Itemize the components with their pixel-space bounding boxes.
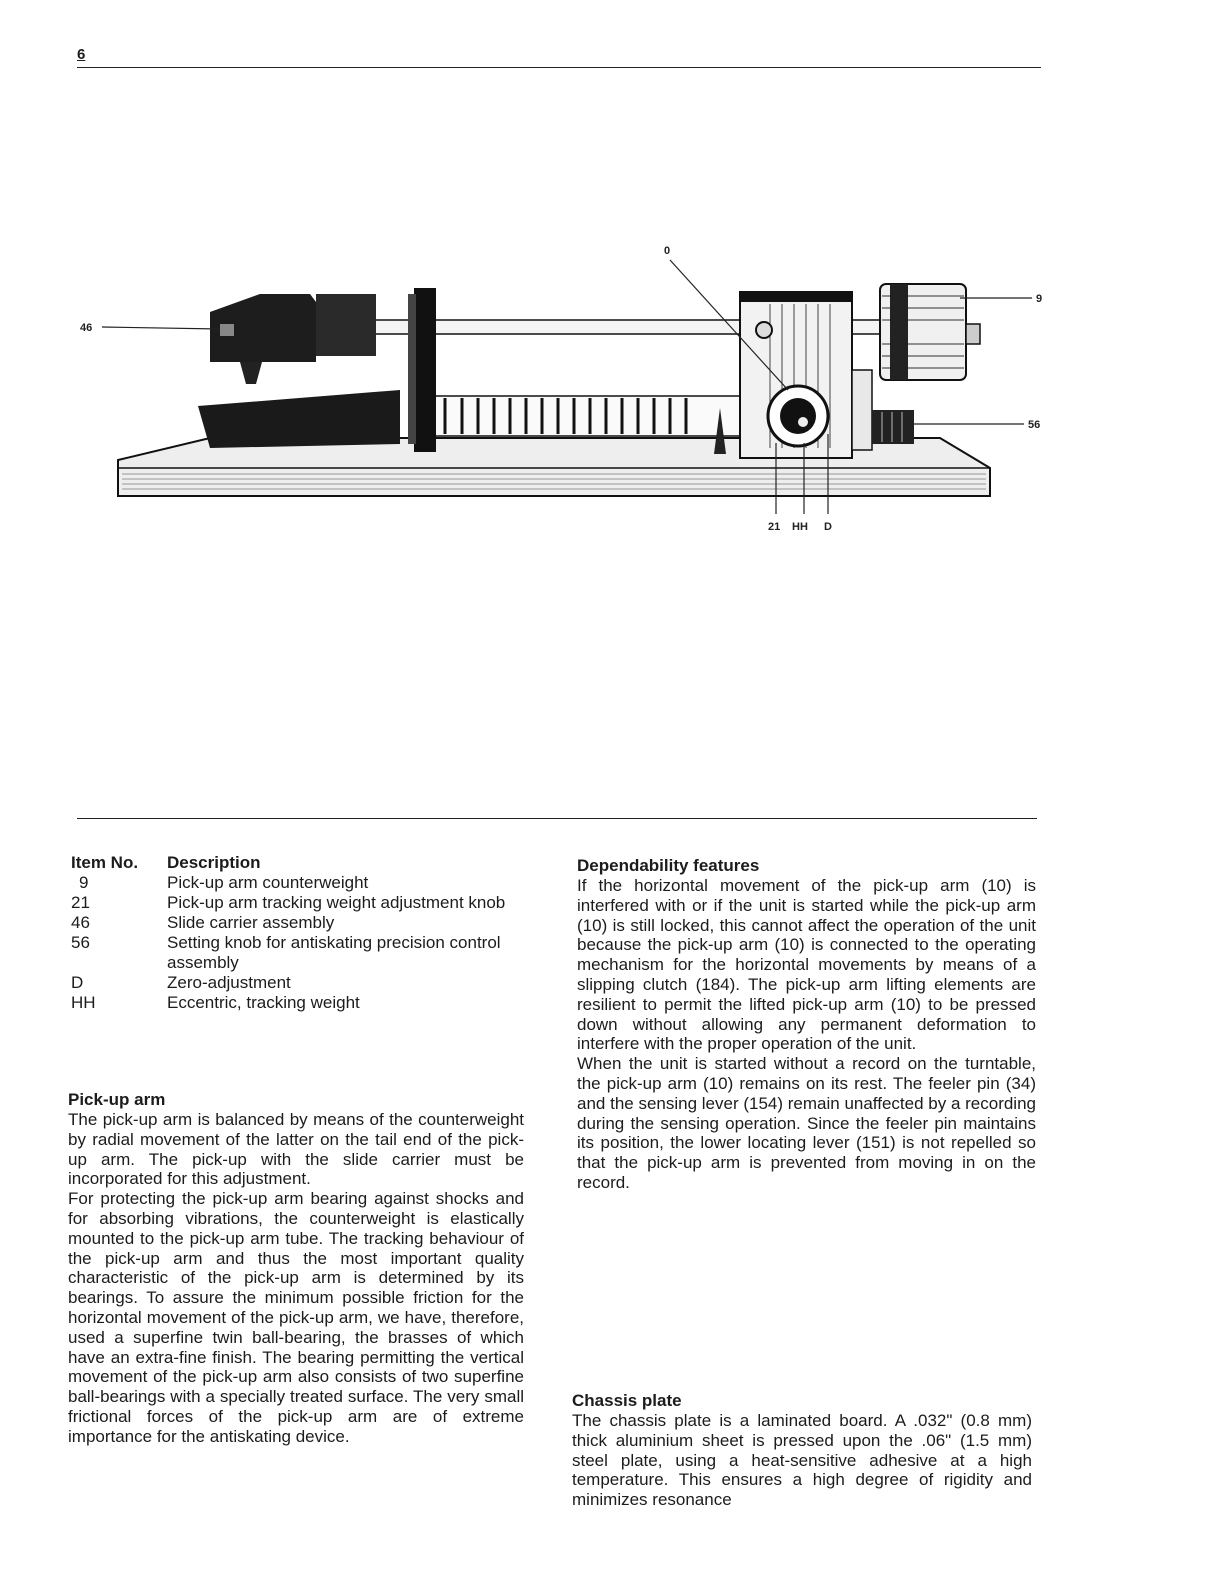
chassis-paragraph-1: The chassis plate is a laminated board. A .032" (0.8 mm) thick aluminium sheet is pressed upon the .06" (1.5 mm) steel plate, using a heat-sensitive adhesive at a high temperature. This ensures a high degree of rigidity and minimizes resonance [572, 1411, 1032, 1510]
chassis-heading: Chassis plate [572, 1391, 682, 1410]
antiskating-knob [872, 410, 914, 444]
item-no-header: Item No. [71, 853, 139, 872]
dependability-section [577, 856, 1036, 1193]
item-number: 9 [79, 873, 89, 892]
tonearm-figure [70, 238, 1060, 538]
table-row [71, 933, 541, 973]
table-row [71, 993, 541, 1013]
dependability-heading: Dependability features [577, 856, 760, 875]
page-number: 6 [77, 46, 86, 63]
callout-21: 21 [768, 521, 781, 533]
pickup-arm-heading: Pick-up arm [68, 1090, 166, 1109]
item-description: Pick-up arm counterweight [167, 873, 369, 892]
arm-rest-wedge [198, 390, 400, 448]
table-row [71, 893, 541, 913]
dependability-paragraph-1: If the horizontal movement of the pick-up arm (10) is interfered with or if the unit is started while the pick-up arm (10) is still locked, this cannot affect the operation of the unit because the pick-up arm (10) is connected to the operating mechanism for the horizontal movements by means of a slipping clutch (184). The pick-up arm lifting elements are resilient to permit the lifted pick-up arm (10) to be pressed down without allowing any permanent deformation to interfere with the proper operation of the unit. [577, 876, 1036, 1054]
callout-56: 56 [1028, 419, 1041, 431]
item-description: Slide carrier assembly [167, 913, 335, 932]
callout-0: 0 [664, 245, 671, 257]
arm-support-column [414, 288, 436, 452]
item-number: D [71, 973, 84, 992]
item-number: HH [71, 993, 96, 1012]
callout-46: 46 [80, 322, 93, 334]
item-number: 46 [71, 913, 90, 932]
pickup-arm-paragraph-1: The pick-up arm is balanced by means of the counterweight by radial movement of the latter on the tail end of the pick-up arm. The pick-up with the slide carrier must be incorporated for this adjustment. [68, 1110, 524, 1189]
cartridge [316, 294, 376, 356]
items-table-header [71, 853, 541, 873]
description-header: Description [167, 853, 261, 872]
section-rule [77, 818, 1037, 819]
table-row [71, 973, 541, 993]
item-description: Eccentric, tracking weight [167, 993, 360, 1012]
item-number: 56 [71, 933, 90, 952]
callout-d: D [824, 521, 832, 533]
items-table [71, 853, 541, 1013]
item-description: Setting knob for antiskating precision control assembly [167, 933, 501, 972]
table-row [71, 873, 541, 893]
pickup-arm-paragraph-2: For protecting the pick-up arm bearing against shocks and for absorbing vibrations, the counterweight is elastically mounted to the pick-up arm tube. The tracking behaviour of the pick-up arm and thus the most important quality characteristic of the pick-up arm is determined by its bearings. To assure the minimum possible friction for the horizontal movement of the pick-up arm, we have, therefore, used a superfine twin ball-bearing, the brasses of which have an extra-fine finish. The bearing permitting the vertical movement of the pick-up arm also consists of two superfine ball-bearings with a specially treated surface. The very small frictional forces of the pick-up arm are of extreme importance for the antiskating device. [68, 1189, 524, 1446]
callout-hh: HH [792, 521, 808, 533]
callout-9: 9 [1036, 293, 1043, 305]
chassis-plate-section [572, 1391, 1032, 1510]
header-rule [77, 67, 1041, 68]
table-row [71, 913, 541, 933]
item-description: Pick-up arm tracking weight adjustment knob [167, 893, 506, 912]
tonearm-illustration [70, 238, 1060, 538]
pickup-arm-section [68, 1090, 524, 1447]
item-number: 21 [71, 893, 90, 912]
item-description: Zero-adjustment [167, 973, 291, 992]
dependability-paragraph-2: When the unit is started without a record on the turntable, the pick-up arm (10) remains on its rest. The feeler pin (34) and the sensing lever (154) remain unaffected by a recording during the sensing operation. Since the feeler pin maintains its position, the lower locating lever (151) is not repelled so that the pick-up arm is prevented from moving in on the record. [577, 1054, 1036, 1192]
